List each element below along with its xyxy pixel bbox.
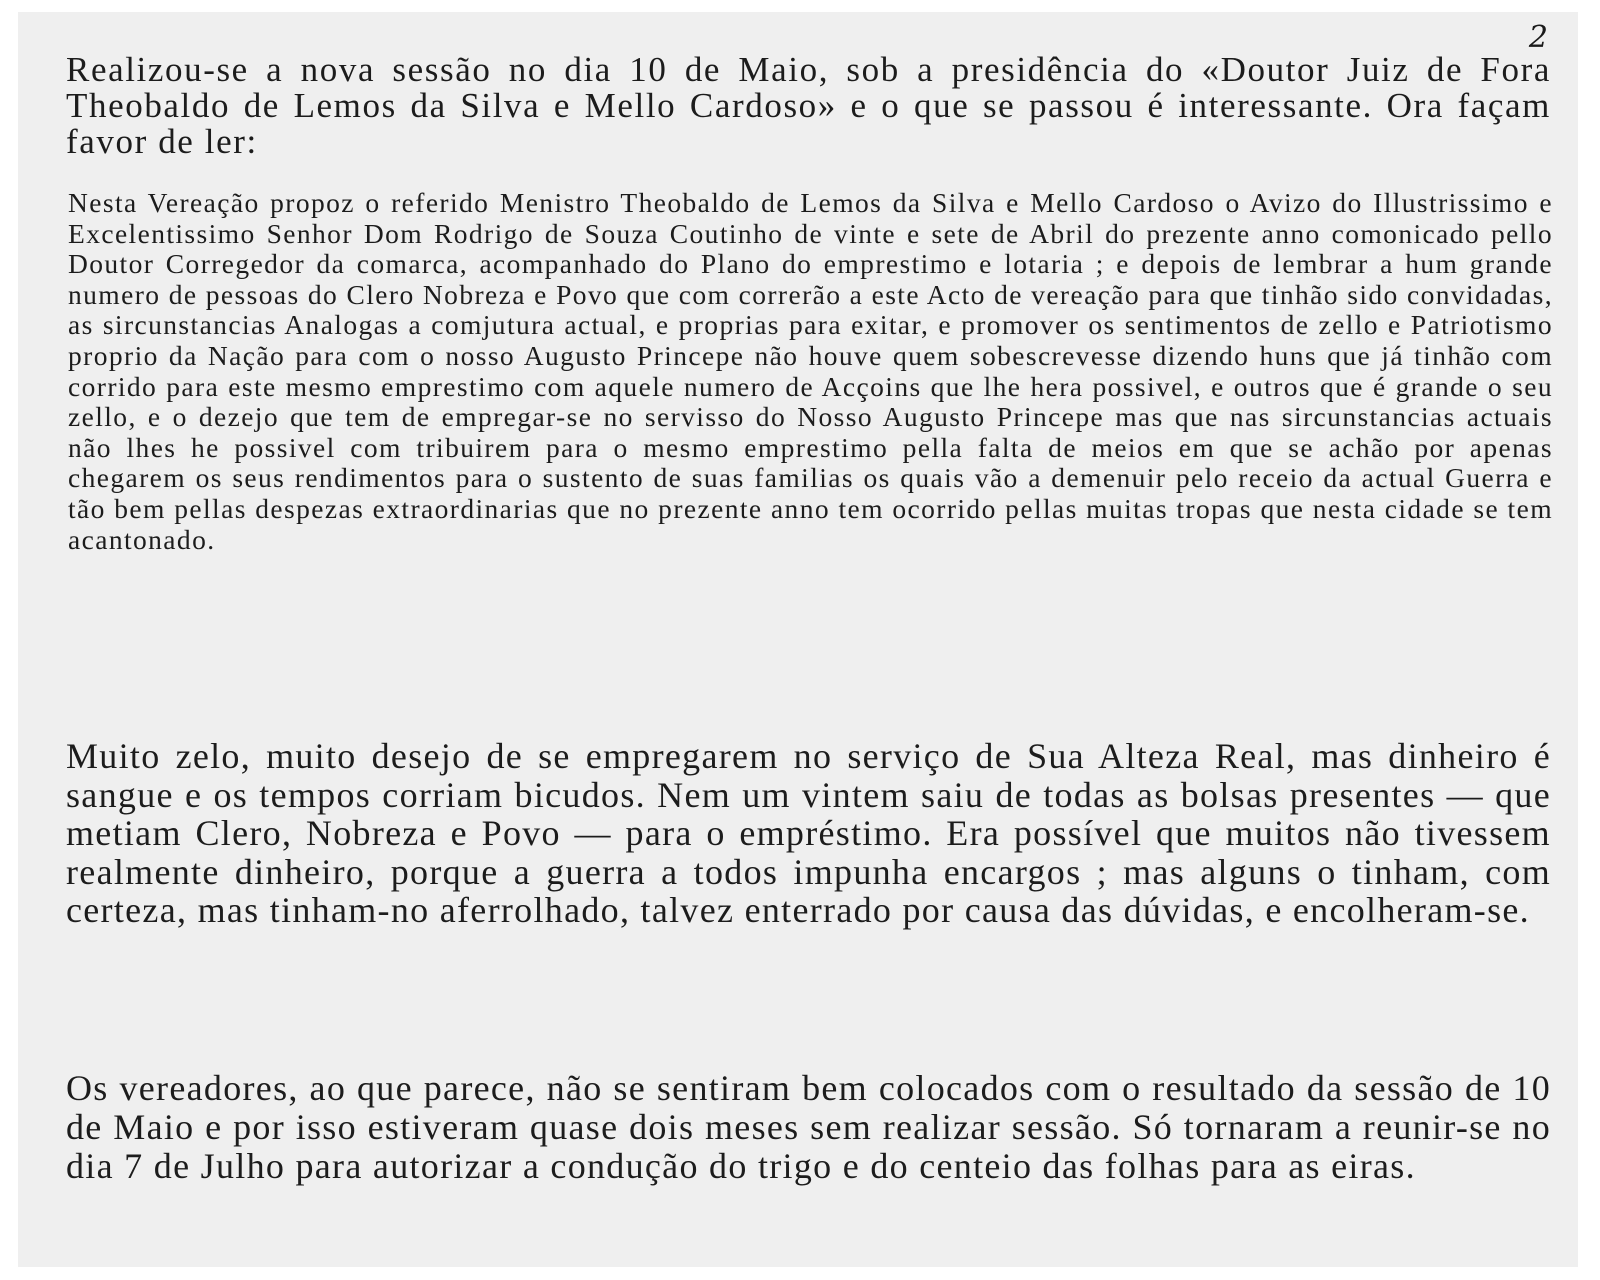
document-page: [18, 12, 1578, 1267]
quoted-record-paragraph: Nesta Vereação propoz o referido Menistro Theobaldo de Lemos da Silva e Mello Cardoso o Avizo do Illustrissimo e Excelentissimo Senhor Dom Rodrigo de Souza Coutinho de vinte e sete de Abril do prezente anno comonicado pello Doutor Corregedor da comarca, acompanhado do Plano do emprestimo e lotaria ; e depois de lembrar a hum grande numero de pessoas do Clero Nobreza e Povo que com correrão a este Acto de vereação para que tinhão sido convidadas, as sircunstancias Analogas a comjutura actual, e proprias para exitar, e promover os sentimentos de zello e Patriotismo proprio da Nação para com o nosso Augusto Princepe não houve quem sobescrevesse dizendo huns que já tinhão com corrido para este mesmo emprestimo com aquele numero de Acçoins que lhe hera possivel, e outros que é grande o seu zello, e o dezejo que tem de empregar-se no servisso do Nosso Augusto Princepe mas que nas sircunstancias actuais não lhes he possivel com tribuirem para o mesmo emprestimo pella falta de meios em que se achão por apenas chegarem os seus rendimentos para o sustento de suas familias os quais vão a demenuir pelo receio da actual Guerra e tão bem pellas despezas extraordinarias que no prezente anno tem ocorrido pellas muitas tropas que nesta cidade se tem acantonado.: [68, 187, 1553, 555]
closing-paragraph: Os vereadores, ao que parece, não se sentiram bem colocados com o resultado da sessão de 10 de Maio e por isso estiveram quase dois meses sem realizar sessão. Só tornaram a reunir-se no dia 7 de Julho para autorizar a condução do trigo e do centeio das folhas para as eiras.: [66, 1068, 1551, 1186]
page-number: 2: [1528, 20, 1548, 55]
commentary-paragraph: Muito zelo, muito desejo de se empregarem no serviço de Sua Alteza Real, mas dinheiro é sangue e os tempos corriam bicudos. Nem um vintem saiu de todas as bolsas presentes — que metiam Clero, Nobreza e Povo — para o empréstimo. Era possível que muitos não tivessem realmente dinheiro, porque a guerra a todos impunha encargos ; mas alguns o tinham, com certeza, mas tinham-no aferrolhado, talvez enterrado por causa das dúvidas, e encolheram-se.: [66, 736, 1551, 930]
intro-paragraph: Realizou-se a nova sessão no dia 10 de Maio, sob a presidência do «Doutor Juiz de Fora Theobaldo de Lemos da Silva e Mello Cardoso» e o que se passou é interessante. Ora façam favor de ler:: [66, 50, 1551, 161]
